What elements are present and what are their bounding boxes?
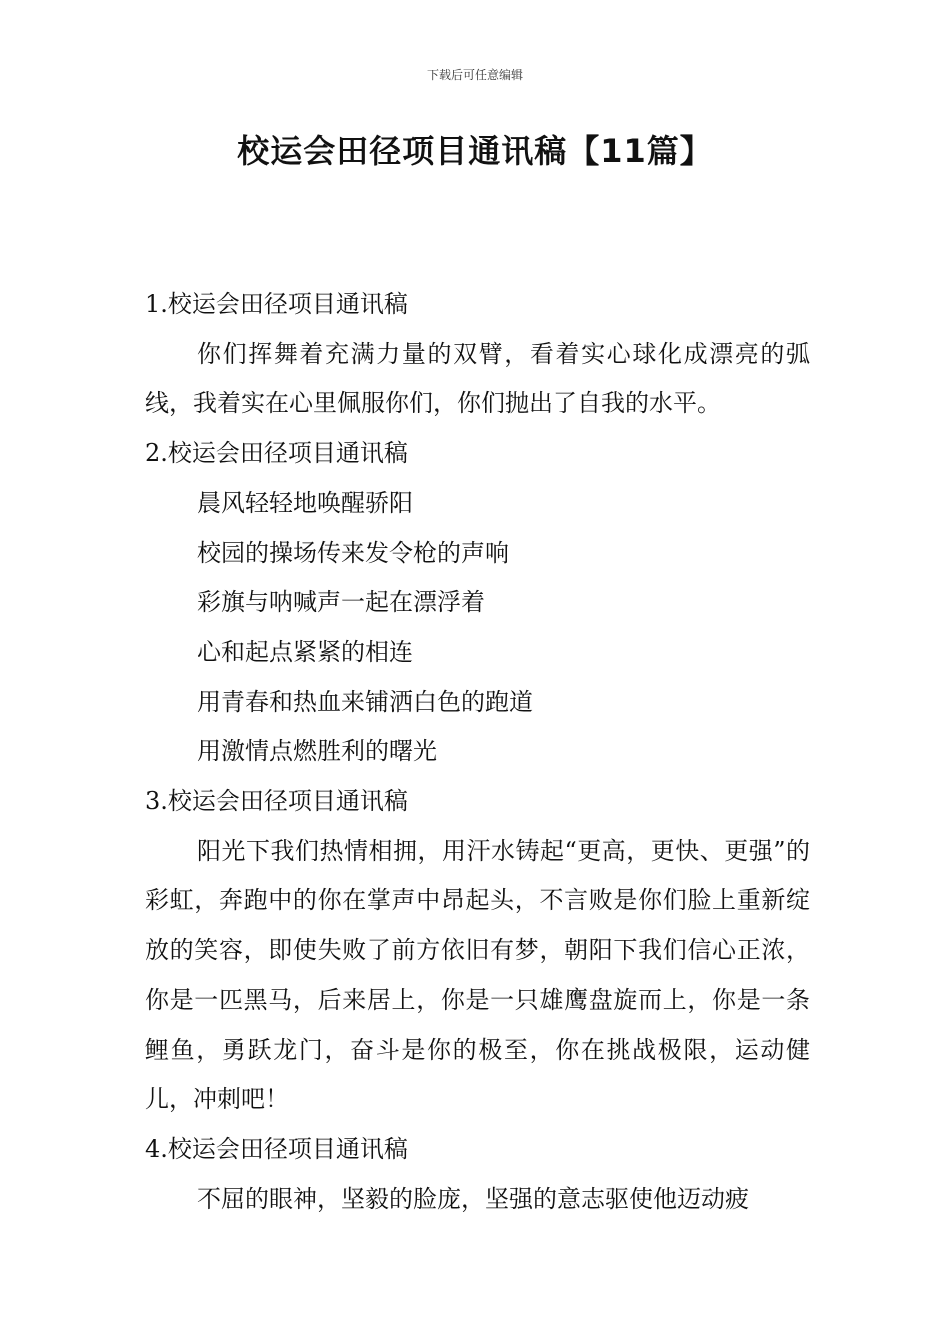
section-heading: 1.校运会田径项目通讯稿 — [145, 290, 408, 318]
poem-line: 心和起点紧紧的相连 — [197, 637, 413, 666]
document-title: 校运会田径项目通讯稿【11篇】 — [237, 132, 713, 170]
section-paragraph: 你们挥舞着充满力量的双臂，看着实心球化成漂亮的弧线，我着实在心里佩服你们，你们抛出了自我的水平。 — [145, 339, 810, 418]
section-heading: 4.校运会田径项目通讯稿 — [145, 1134, 408, 1163]
section-paragraph: 不屈的眼神，坚毅的脸庞，坚强的意志驱使他迈动疲 — [197, 1184, 749, 1213]
header-note: 下载后可任意编辑 — [426, 68, 523, 82]
poem-line: 校园的操场传来发令枪的声响 — [197, 538, 509, 567]
section-paragraph: 阳光下我们热情相拥，用汗水铸起“更高，更快、更强”的彩虹，奔跑中的你在掌声中昂起头，不言败是你们脸上重新绽放的笑容，即使失败了前方依旧有梦，朝阳下我们信心正浓，你是一匹黑马，后来居上，你是一只雄鹰盘旋而上，你是一条鲤鱼，勇跃龙门，奋斗是你的极至，你在挑战极限，运动健儿，冲刺吧！ — [145, 836, 810, 1114]
poem-line: 晨风轻轻地唤醒骄阳 — [197, 488, 413, 517]
document-body — [145, 280, 810, 1224]
poem-line: 用青春和热血来铺洒白色的跑道 — [197, 687, 533, 716]
poem-line: 用激情点燃胜利的曙光 — [197, 737, 437, 766]
section-heading: 2.校运会田径项目通讯稿 — [145, 439, 408, 468]
section-heading: 3.校运会田径项目通讯稿 — [145, 787, 408, 816]
poem-line: 彩旗与呐喊声一起在漂浮着 — [197, 588, 485, 617]
